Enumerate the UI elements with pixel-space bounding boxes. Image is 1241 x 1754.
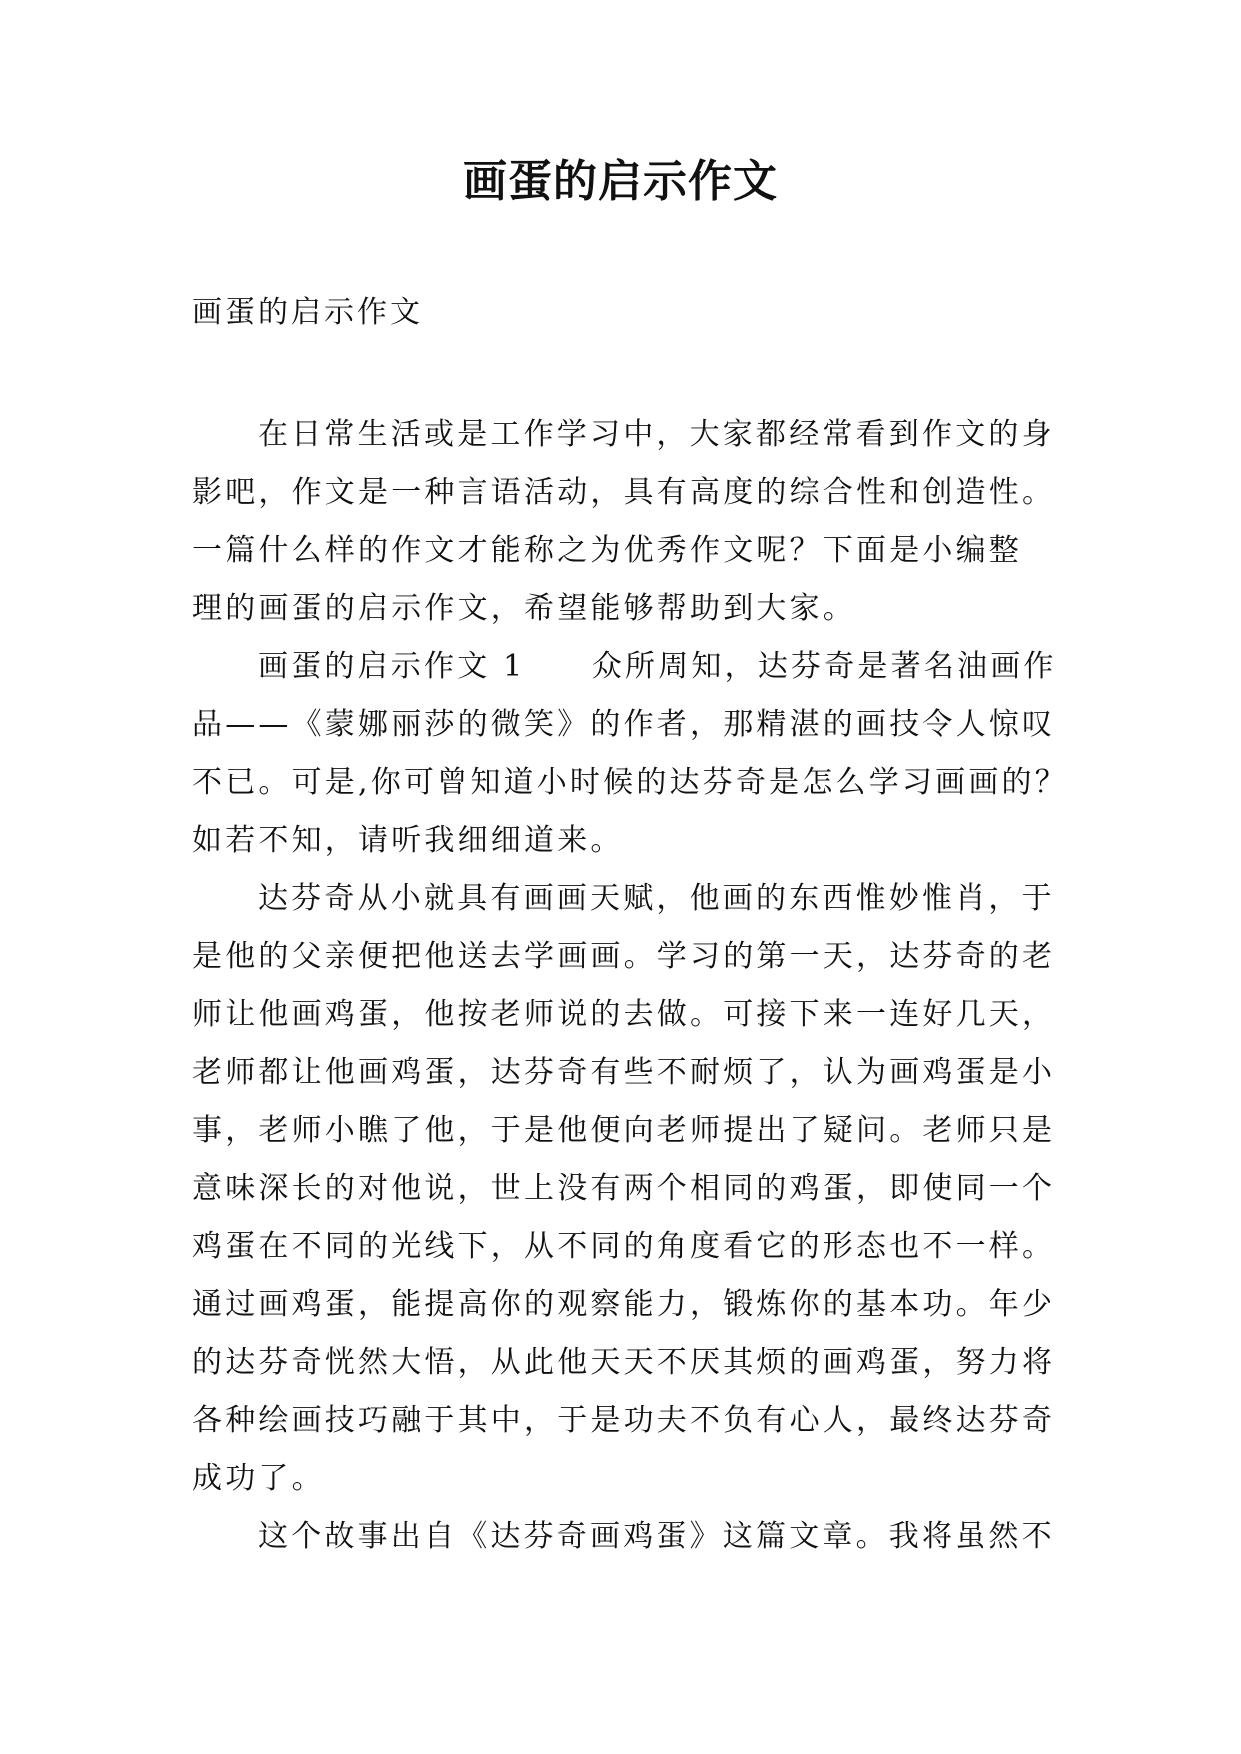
text-line: 一篇什么样的作文才能称之为优秀作文呢？下面是小编整 (192, 533, 1022, 568)
text-line: 通过画鸡蛋，能提高你的观察能力，锻炼你的基本功。年少 (192, 1287, 1056, 1322)
text-line: 事，老师小瞧了他，于是他便向老师提出了疑问。老师只是 (192, 1113, 1056, 1148)
text-line: 达芬奇从小就具有画画天赋，他画的东西惟妙惟肖，于 (258, 881, 1055, 916)
text-line: 画蛋的启示作文 1 众所周知，达芬奇是著名油画作 (258, 649, 1057, 684)
text-line: 这个故事出自《达芬奇画鸡蛋》这篇文章。我将虽然不 (258, 1519, 1055, 1554)
text-line: 不已。可是,你可曾知道小时候的达芬奇是怎么学习画画的？ (192, 765, 1068, 800)
text-line: 理的画蛋的启示作文，希望能够帮助到大家。 (192, 591, 856, 626)
document-title: 画蛋的启示作文 (463, 156, 778, 207)
text-line: 影吧，作文是一种言语活动，具有高度的综合性和创造性。 (192, 475, 1056, 510)
text-line: 是他的父亲便把他送去学画画。学习的第一天，达芬奇的老 (192, 939, 1056, 974)
text-line: 品——《蒙娜丽莎的微笑》的作者，那精湛的画技令人惊叹 (192, 707, 1056, 742)
text-line: 成功了。 (192, 1461, 325, 1496)
text-line: 师让他画鸡蛋，他按老师说的去做。可接下来一连好几天， (192, 997, 1056, 1032)
text-line: 的达芬奇恍然大悟，从此他天天不厌其烦的画鸡蛋，努力将 (192, 1345, 1056, 1380)
document-subtitle: 画蛋的启示作文 (192, 295, 423, 330)
text-line: 鸡蛋在不同的光线下，从不同的角度看它的形态也不一样。 (192, 1229, 1056, 1264)
text-line: 在日常生活或是工作学习中，大家都经常看到作文的身 (258, 417, 1055, 452)
text-line: 意味深长的对他说，世上没有两个相同的鸡蛋，即使同一个 (192, 1171, 1056, 1206)
text-line: 如若不知，请听我细细道来。 (192, 823, 624, 858)
document-body (192, 406, 1072, 1566)
text-line: 各种绘画技巧融于其中，于是功夫不负有心人，最终达芬奇 (192, 1403, 1056, 1438)
text-line: 老师都让他画鸡蛋，达芬奇有些不耐烦了，认为画鸡蛋是小 (192, 1055, 1056, 1090)
